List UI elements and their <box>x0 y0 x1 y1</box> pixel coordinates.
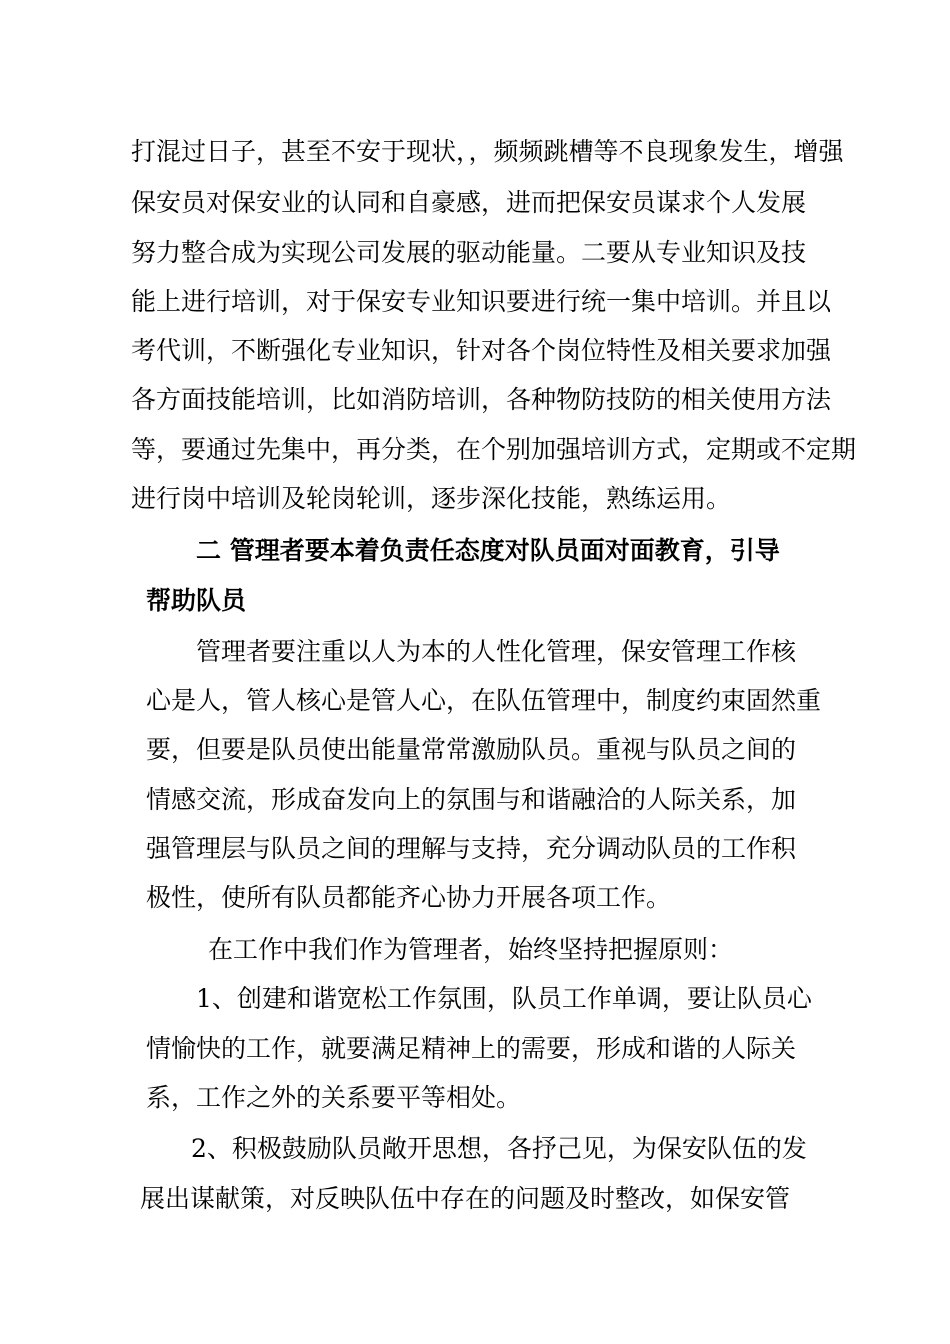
paragraph-2-line-1: 管理者要注重以人为本的人性化管理，保安管理工作核 <box>196 637 797 666</box>
paragraph-2-line-5: 强管理层与队员之间的理解与支持，充分调动队员的工作积 <box>146 834 797 863</box>
section-heading-line-1: 二 管理者要本着负责任态度对队员面对面教育，引导 <box>196 536 780 565</box>
paragraph-1-line-1: 打混过日子，甚至不安于现状，，频频跳槽等不良现象发生，增强 <box>131 137 844 166</box>
paragraph-2-line-2: 心是人，管人核心是管人心，在队伍管理中，制度约束固然重 <box>146 686 822 715</box>
paragraph-1-line-6: 各方面技能培训，比如消防培训，各种物防技防的相关使用方法 <box>131 385 832 414</box>
paragraph-1-line-7: 等，要通过先集中，再分类，在个别加强培训方式，定期或不定期 <box>131 435 857 464</box>
paragraph-1-line-5: 考代训，不断强化专业知识，针对各个岗位特性及相关要求加强 <box>131 336 832 365</box>
paragraph-2-line-6: 极性，使所有队员都能齐心协力开展各项工作。 <box>146 883 672 912</box>
paragraph-2-line-4: 情感交流，形成奋发向上的氛围与和谐融洽的人际关系，加 <box>146 785 797 814</box>
paragraph-4-line-2: 情愉快的工作，就要满足精神上的需要，形成和谐的人际关 <box>146 1034 797 1063</box>
paragraph-1-line-4: 能上进行培训，对于保安专业知识要进行统一集中培训。并且以 <box>131 287 832 316</box>
paragraph-5-line-1: 2、积极鼓励队员敞开思想，各抒己见，为保安队伍的发 <box>191 1134 807 1163</box>
paragraph-3-line-1: 在工作中我们作为管理者，始终坚持把握原则： <box>208 935 734 964</box>
paragraph-4-line-3: 系，工作之外的关系要平等相处。 <box>146 1083 522 1112</box>
paragraph-1-line-2: 保安员对保安业的认同和自豪感，进而把保安员谋求个人发展 <box>131 188 807 217</box>
paragraph-5-line-2: 展出谋献策，对反映队伍中存在的问题及时整改，如保安管 <box>140 1184 791 1213</box>
paragraph-1-line-8: 进行岗中培训及轮岗轮训，逐步深化技能，熟练运用。 <box>131 484 732 513</box>
section-heading-line-2: 帮助队员 <box>146 586 247 615</box>
paragraph-1-line-3: 努力整合成为实现公司发展的驱动能量。二要从专业知识及技 <box>131 238 807 267</box>
paragraph-2-line-3: 要，但要是队员使出能量常常激励队员。重视与队员之间的 <box>146 735 797 764</box>
paragraph-4-line-1: 1、创建和谐宽松工作氛围，队员工作单调，要让队员心 <box>196 984 812 1013</box>
